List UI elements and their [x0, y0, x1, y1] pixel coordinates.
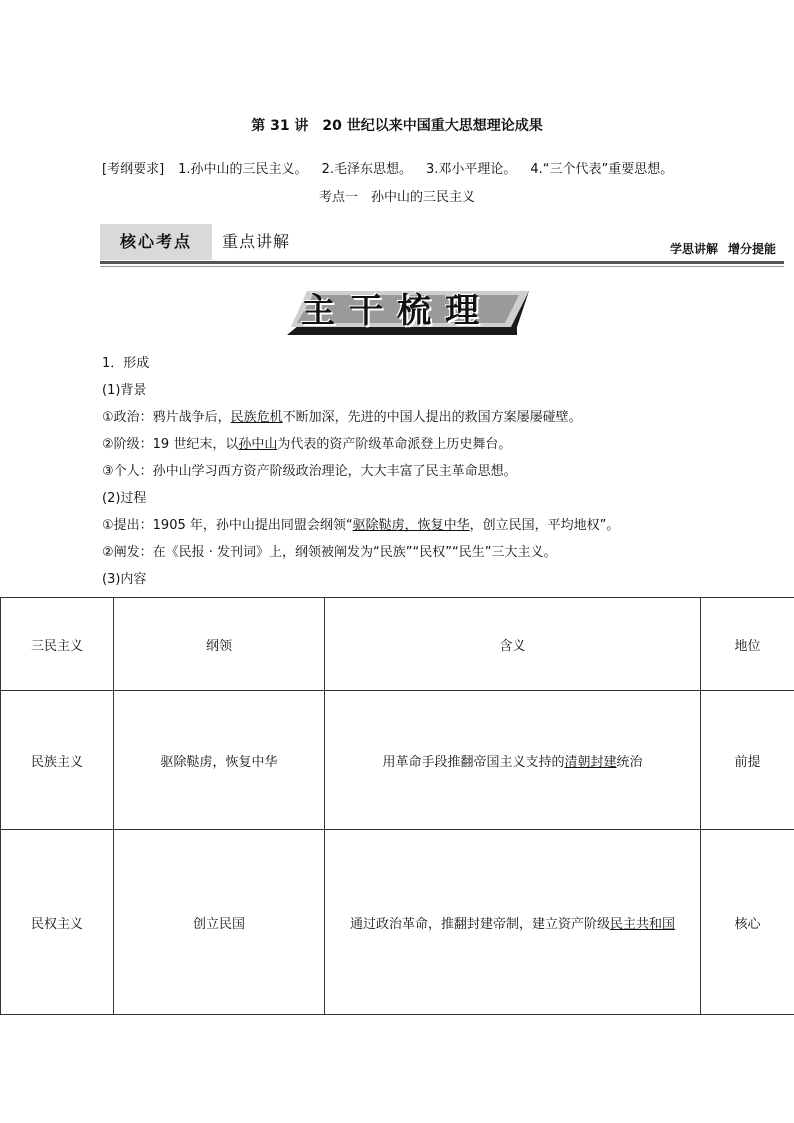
kaodian-title: 考点一 孙中山的三民主义: [318, 190, 475, 205]
table-row: [1, 830, 794, 1015]
table-cell: 驱除鞑虏，恢复中华: [114, 691, 325, 830]
banner-rule-thin: [100, 266, 784, 267]
subsection-heading: (2)过程: [102, 491, 147, 506]
underlined-term: 民族危机: [230, 410, 283, 425]
table-cell: 创立民国: [114, 830, 325, 1015]
sanmin-table: [0, 597, 794, 1015]
ribbon-title: 主干梳理: [301, 291, 493, 331]
table-header: 含义: [325, 598, 701, 691]
paragraph: ②阶级：19 世纪末，以孙中山为代表的资产阶级革命派登上历史舞台。: [102, 437, 512, 452]
table-cell: 民权主义: [1, 830, 114, 1015]
underlined-term: 清朝封建: [564, 754, 617, 770]
section-heading: 1．形成: [102, 356, 150, 371]
table-cell: 通过政治革命，推翻封建帝制，建立资产阶级民主共和国: [325, 830, 701, 1015]
underlined-term: 孙中山: [238, 437, 278, 452]
table-header: 纲领: [114, 598, 325, 691]
banner-tab: 核心考点: [100, 224, 212, 260]
table-header: 三民主义: [1, 598, 114, 691]
requirement-item: 4.“三个代表”重要思想。: [530, 162, 674, 177]
banner-right-b: 增分提能: [727, 242, 776, 256]
table-cell: 用革命手段推翻帝国主义支持的清朝封建统治: [325, 691, 701, 830]
underlined-term: 驱除鞑虏，恢复中华: [352, 518, 470, 533]
page-title: 第 31 讲 20 世纪以来中国重大思想理论成果: [251, 118, 543, 134]
section-banner: [100, 224, 784, 268]
paragraph: ①政治：鸦片战争后，民族危机不断加深，先进的中国人提出的救国方案屡屡碰壁。: [102, 410, 582, 425]
requirement-item: 1.孙中山的三民主义。: [178, 162, 308, 177]
banner-rule: [100, 261, 784, 264]
table-row: [1, 691, 794, 830]
requirements-label: [考纲要求]: [102, 162, 165, 177]
requirement-item: 3.邓小平理论。: [425, 162, 517, 177]
exam-requirements: [102, 158, 673, 177]
underlined-term: 民主共和国: [610, 916, 676, 932]
paragraph: ②阐发：在《民报 · 发刊词》上，纲领被阐发为“民族”“民权”“民生”三大主义。: [102, 545, 557, 560]
paragraph: ①提出：1905 年，孙中山提出同盟会纲领“驱除鞑虏，恢复中华，创立民国，平均地权”。: [102, 518, 620, 533]
paragraph: ③个人：孙中山学习西方资产阶级政治理论，大大丰富了民主革命思想。: [102, 464, 517, 479]
table-header: 地位: [701, 598, 794, 691]
table-cell: 民族主义: [1, 691, 114, 830]
banner-right-label: [670, 240, 776, 257]
table-cell: 前提: [701, 691, 794, 830]
table-cell: 核心: [701, 830, 794, 1015]
requirement-item: 2.毛泽东思想。: [321, 162, 412, 177]
subsection-heading: (3)内容: [102, 572, 147, 587]
subsection-heading: (1)背景: [102, 383, 147, 398]
table-header-row: [1, 598, 794, 691]
banner-right-a: 学思讲解: [669, 242, 718, 256]
banner-subtitle: 重点讲解: [222, 232, 291, 251]
